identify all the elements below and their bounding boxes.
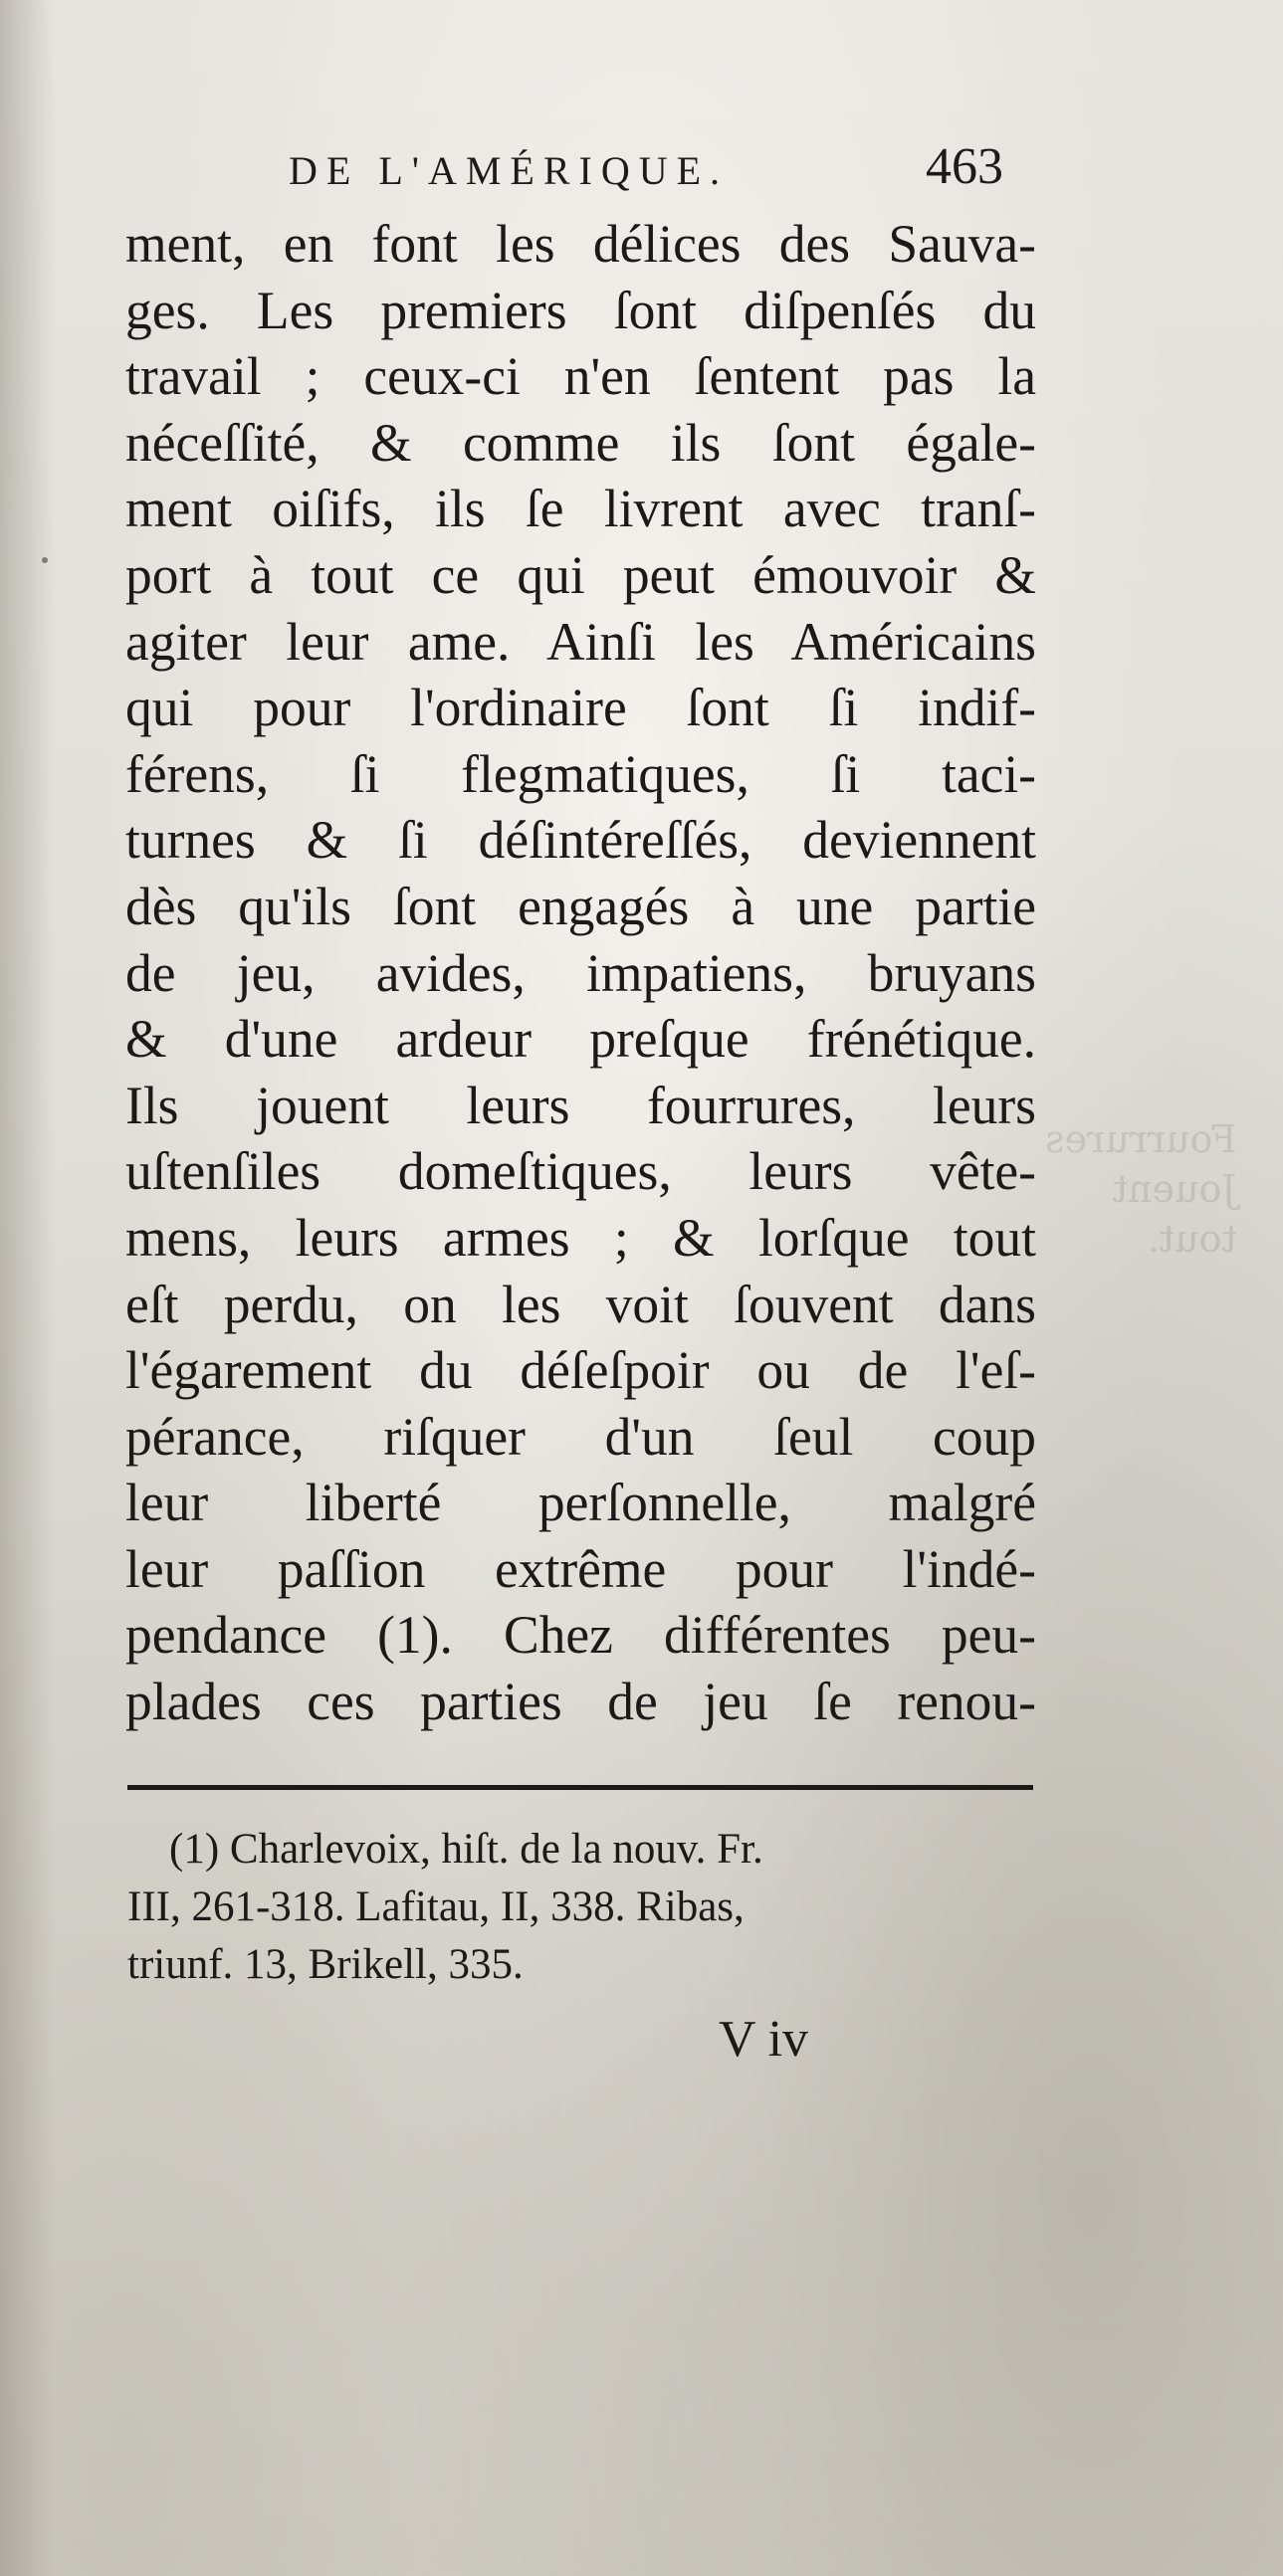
- footnote: [127, 1821, 1045, 1994]
- footnote-line: III, 261-318. Lafitau, II, 338. Ribas,: [127, 1883, 745, 1930]
- text-line: & d'une ardeur preſque frénétique.: [125, 1009, 1036, 1070]
- text-line: Ils jouent leurs fourrures, leurs: [125, 1075, 1036, 1135]
- text-line: férens, ſi flegmatiques, ſi taci-: [125, 743, 1036, 804]
- text-line: uſtenſiles domeſtiques, leurs vête-: [125, 1141, 1036, 1202]
- text-line: pérance, riſquer d'un ſeul coup: [125, 1406, 1036, 1467]
- text-line: agiter leur ame. Ainſi les Américains: [125, 611, 1036, 672]
- bleed-line: tout.: [1147, 1217, 1237, 1261]
- text-line: port à tout ce qui peut émouvoir &: [125, 544, 1036, 605]
- body-text: [125, 211, 1036, 1735]
- text-line: pendance (1). Chez différentes peu-: [125, 1605, 1036, 1666]
- footnote-line: triunf. 13, Brikell, 335.: [127, 1941, 524, 1988]
- text-line: l'égarement du déſeſpoir ou de l'eſ-: [125, 1340, 1036, 1401]
- running-head: DE L'AMÉRIQUE.: [289, 148, 730, 193]
- text-line: turnes & ſi déſintéreſſés, deviennent: [125, 810, 1036, 871]
- bleed-line: Jouent: [1112, 1167, 1237, 1211]
- text-line: eſt perdu, on les voit ſouvent dans: [125, 1274, 1036, 1334]
- text-line: ges. Les premiers ſont diſpenſés du: [125, 280, 1036, 340]
- scan-speck: [42, 557, 48, 563]
- text-line: de jeu, avides, impatiens, bruyans: [125, 942, 1036, 1003]
- text-line: qui pour l'ordinaire ſont ſi indif-: [125, 678, 1036, 738]
- page-number: 463: [926, 138, 1003, 195]
- text-line: mens, leurs armes ; & lorſque tout: [125, 1207, 1036, 1268]
- text-line: ment, en font les délices des Sauva-: [125, 214, 1036, 274]
- text-line: leur paſſion extrême pour l'indé-: [125, 1538, 1036, 1599]
- text-line: dès qu'ils ſont engagés à une partie: [125, 876, 1036, 936]
- text-line: plades ces parties de jeu ſe renou-: [125, 1672, 1036, 1732]
- bleed-line: Fourrures: [1045, 1117, 1237, 1161]
- text-line: néceſſité, & comme ils ſont égale-: [125, 412, 1036, 473]
- signature-mark: V iv: [719, 2011, 809, 2068]
- footnote-line: (1) Charlevoix, hiſt. de la nouv. Fr.: [169, 1826, 763, 1873]
- binding-shadow: [0, 0, 55, 2576]
- footnote-rule: [127, 1785, 1033, 1790]
- text-line: travail ; ceux-ci n'en ſentent pas la: [125, 346, 1036, 407]
- show-through-margin-note: [1045, 1114, 1237, 1264]
- text-line: ment oiſifs, ils ſe livrent avec tranſ-: [125, 479, 1036, 539]
- text-line: leur liberté perſonnelle, malgré: [125, 1473, 1036, 1533]
